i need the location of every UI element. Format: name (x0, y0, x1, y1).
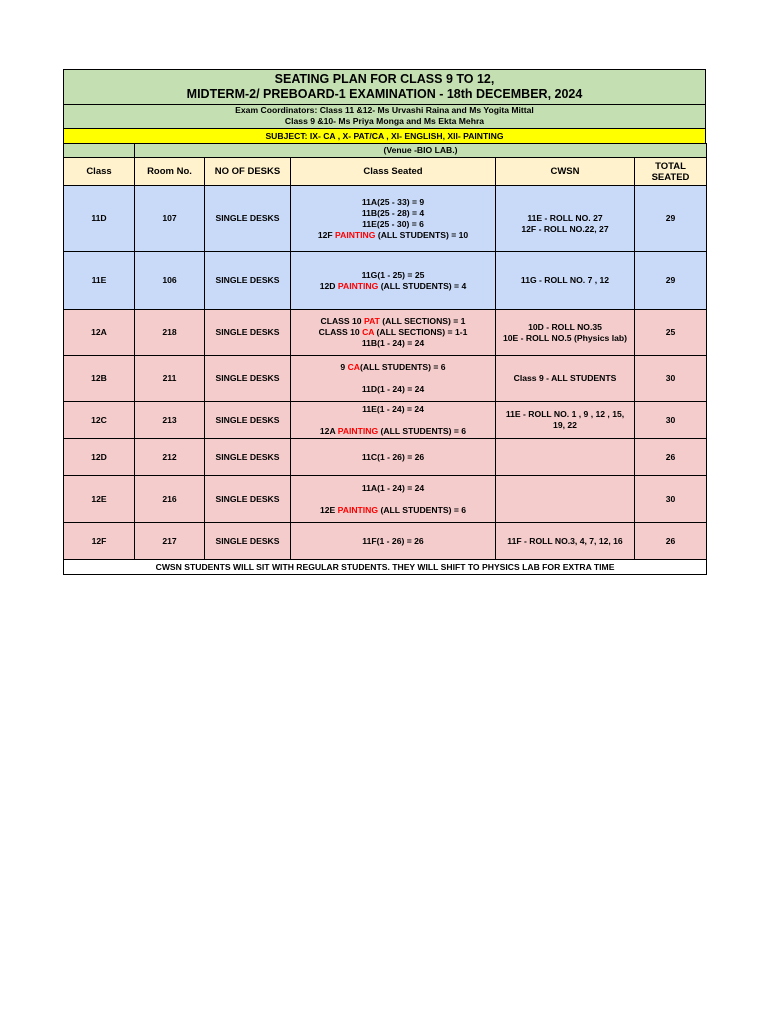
footer-note: CWSN STUDENTS WILL SIT WITH REGULAR STUDENTS. THEY WILL SHIFT TO PHYSICS LAB FOR EXTRA TIME (64, 560, 707, 575)
seated-text: (ALL STUDENTS) = 6 (378, 425, 467, 436)
venue-row (64, 144, 707, 158)
cell-desks: SINGLE DESKS (205, 252, 291, 310)
cwsn-line: 11F - ROLL NO.3, 4, 7, 12, 16 (507, 535, 623, 546)
title-block (63, 69, 706, 104)
cell-total-seated: 26 (635, 439, 707, 476)
seated-text: 9 (340, 362, 348, 372)
seated-line: 11A(25 - 33) = 9 (361, 196, 425, 207)
sheet-title-line-2: MIDTERM-2/ PREBOARD-1 EXAMINATION - 18th DECEMBER, 2024 (186, 87, 583, 101)
cell-class: 12B (64, 356, 135, 402)
col-header-cwsn: CWSN (496, 158, 635, 186)
table-row (64, 439, 707, 476)
cell-desks: SINGLE DESKS (205, 356, 291, 402)
cell-cwsn (496, 186, 635, 252)
cell-class: 11E (64, 252, 135, 310)
cell-class: 12E (64, 476, 135, 523)
table-row (64, 186, 707, 252)
cell-class-seated (291, 356, 496, 402)
cell-room: 212 (135, 439, 205, 476)
cell-cwsn (496, 476, 635, 523)
cell-cwsn (496, 310, 635, 356)
subject-banner: SUBJECT: IX- CA , X- PAT/CA , XI- ENGLISH, XII- PAINTING (63, 128, 706, 143)
seated-text: (ALL STUDENTS) = 4 (378, 280, 467, 291)
cell-class-seated (291, 439, 496, 476)
spacer (293, 373, 493, 384)
table-row (64, 356, 707, 402)
cell-desks: SINGLE DESKS (205, 402, 291, 439)
seated-line (293, 230, 493, 241)
seated-line (293, 362, 493, 373)
cwsn-line: 12F - ROLL NO.22, 27 (521, 223, 609, 234)
cell-room: 218 (135, 310, 205, 356)
seated-text: 12E (319, 504, 338, 515)
col-header-total-seated: TOTAL SEATED (635, 158, 707, 186)
cell-class: 12A (64, 310, 135, 356)
cell-desks: SINGLE DESKS (205, 439, 291, 476)
seated-line: 11C(1 - 26) = 26 (361, 451, 425, 462)
seated-line: 11E(25 - 30) = 6 (362, 218, 424, 229)
table-row (64, 402, 707, 439)
cell-room: 211 (135, 356, 205, 402)
cell-total-seated: 30 (635, 402, 707, 439)
cell-room: 213 (135, 402, 205, 439)
seated-text: CLASS 10 (320, 316, 364, 326)
venue-label: (Venue -BIO LAB.) (135, 144, 707, 158)
cell-class-seated (291, 310, 496, 356)
coordinators-line-2: Class 9 &10- Ms Priya Monga and Ms Ekta Mehra (284, 116, 485, 126)
subject-highlight: CA (362, 327, 375, 337)
footer-row (64, 560, 707, 575)
seated-line: 11A(1 - 24) = 24 (361, 482, 425, 493)
seated-line: 11D(1 - 24) = 24 (361, 384, 425, 394)
cell-cwsn (496, 523, 635, 560)
cell-class-seated (291, 476, 496, 523)
seated-text: 12A (319, 425, 338, 436)
cell-room: 216 (135, 476, 205, 523)
cell-total-seated: 30 (635, 476, 707, 523)
seating-plan-sheet (63, 69, 706, 575)
venue-blank-cell (64, 144, 135, 158)
seated-line (293, 281, 493, 292)
table-row (64, 476, 707, 523)
cell-class-seated (291, 523, 496, 560)
cell-total-seated: 30 (635, 356, 707, 402)
seated-text: 12D (319, 280, 338, 291)
subject-highlight: PAINTING (337, 504, 379, 515)
seated-line (293, 426, 493, 437)
seated-text: CLASS 10 (318, 327, 363, 337)
cell-desks: SINGLE DESKS (205, 310, 291, 356)
spacer (293, 415, 493, 426)
cell-cwsn (496, 252, 635, 310)
cell-class-seated (291, 186, 496, 252)
coordinators-block (63, 104, 706, 128)
table-row (64, 523, 707, 560)
cell-room: 106 (135, 252, 205, 310)
col-header-room: Room No. (135, 158, 205, 186)
cell-cwsn (496, 356, 635, 402)
seated-line: 11B(1 - 24) = 24 (361, 338, 425, 348)
cell-total-seated: 26 (635, 523, 707, 560)
cell-cwsn (496, 439, 635, 476)
cell-class-seated (291, 252, 496, 310)
seated-text: (ALL STUDENTS) = 6 (378, 504, 467, 515)
subject-highlight: CA (347, 362, 361, 372)
cwsn-line: 19, 22 (553, 420, 577, 430)
seated-text: (ALL STUDENTS) = 10 (375, 229, 469, 240)
cell-cwsn (496, 402, 635, 439)
table-row (64, 310, 707, 356)
cell-total-seated: 29 (635, 186, 707, 252)
cwsn-line: Class 9 - ALL STUDENTS (513, 373, 617, 383)
cell-class-seated (291, 402, 496, 439)
seated-text: 12F (317, 229, 336, 240)
coordinators-line-1: Exam Coordinators: Class 11 &12- Ms Urvashi Raina and Ms Yogita Mittal (235, 105, 534, 115)
spacer (293, 494, 493, 505)
cwsn-line: 11E - ROLL NO. 1 , 9 , 12 , 15, (505, 409, 625, 419)
cwsn-line: 11E - ROLL NO. 27 (527, 212, 603, 223)
cwsn-line: 10E - ROLL NO.5 (Physics lab) (502, 332, 627, 343)
cell-room: 217 (135, 523, 205, 560)
cell-room: 107 (135, 186, 205, 252)
subject-highlight: PAT (363, 316, 380, 326)
cwsn-line: 11G - ROLL NO. 7 , 12 (520, 275, 610, 285)
col-header-class: Class (64, 158, 135, 186)
cell-desks: SINGLE DESKS (205, 476, 291, 523)
cell-desks: SINGLE DESKS (205, 523, 291, 560)
seated-line (293, 327, 493, 338)
table-row (64, 252, 707, 310)
subject-highlight: PAINTING (337, 280, 379, 291)
subject-highlight: PAINTING (337, 425, 379, 436)
seating-table (63, 143, 707, 575)
seated-line: 11G(1 - 25) = 25 (361, 269, 425, 280)
seated-text: (ALL SECTIONS) = 1 (379, 316, 466, 326)
cell-desks: SINGLE DESKS (205, 186, 291, 252)
cell-class: 12C (64, 402, 135, 439)
cwsn-line: 10D - ROLL NO.35 (528, 321, 602, 332)
seated-line (293, 316, 493, 327)
seated-line (293, 505, 493, 516)
seated-text: (ALL SECTIONS) = 1-1 (374, 327, 468, 337)
cell-class: 12D (64, 439, 135, 476)
subject-highlight: PAINTING (335, 229, 376, 240)
col-header-class-seated: Class Seated (291, 158, 496, 186)
col-header-desks: NO OF DESKS (205, 158, 291, 186)
seated-text: (ALL STUDENTS) = 6 (360, 362, 446, 372)
seated-line: 11F(1 - 26) = 26 (362, 535, 424, 546)
cell-total-seated: 29 (635, 252, 707, 310)
sheet-title-line-1: SEATING PLAN FOR CLASS 9 TO 12, (274, 72, 495, 86)
cell-class: 12F (64, 523, 135, 560)
column-header-row (64, 158, 707, 186)
cell-total-seated: 25 (635, 310, 707, 356)
seated-line: 11B(25 - 28) = 4 (361, 207, 425, 218)
seated-line: 11E(1 - 24) = 24 (362, 403, 424, 414)
cell-class: 11D (64, 186, 135, 252)
